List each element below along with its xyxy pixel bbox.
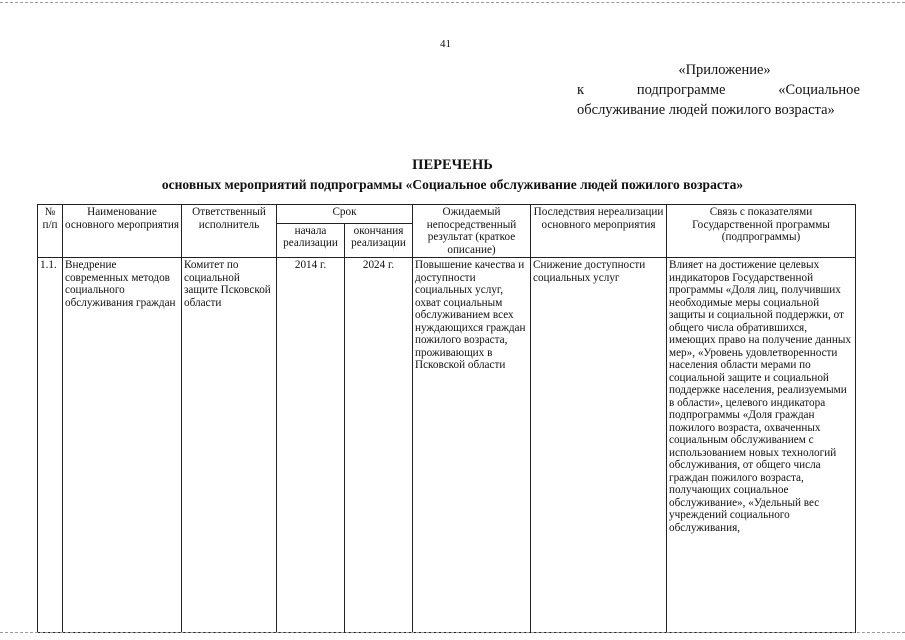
table-row [38,258,856,633]
cell-start: 2014 г. [277,258,345,633]
scan-edge-bottom [0,632,905,633]
header-consequences: Последствия нереализации основного мероприятия [531,205,667,258]
appendix-line-3: обслуживание людей пожилого возраста» [577,102,835,118]
cell-num: 1.1. [38,258,63,633]
activities-table [37,204,856,633]
appendix-word-subprogram: подпрограмме [636,82,726,98]
scan-edge-top [0,2,905,3]
document-subtitle: основных мероприятий подпрограммы «Социальное обслуживание людей пожилого возраста» [161,177,744,192]
header-result: Ожидаемый непосредственный результат (краткое описание) [413,205,531,258]
cell-consequences: Снижение доступности социальных услуг [531,258,667,633]
appendix-word-social: «Социальное [778,82,860,98]
header-start: начала реализации [277,223,345,257]
cell-result: Повышение качества и доступности социальных услуг, охват социальным обслуживанием всех нуждающихся граждан пожилого возраста, проживающих в Псковской области [413,258,531,633]
appendix-word-k: к [577,82,585,98]
appendix-note [577,60,860,120]
cell-link: Влияет на достижение целевых индикаторов Государственной программы «Доля лиц, получивших необходимые меры социальной защиты и социальной поддержки, от общего числа обратившихся, имеющих право на получение данных мер», «Уровень удовлетворенности населения области мерами по социальной защите и социальной поддержке населения, реализуемыми в области», целевого индикатора подпрограммы «Доля граждан пожилого возраста, охваченных социальным обслуживанием с использованием новых технологий обслуживания, от общего числа граждан пожилого возраста, получающих социальное обслуживание», «Удельный вес учреждений социального обслуживания, [667,258,856,633]
header-link: Связь с показателями Государственной программы (подпрограммы) [667,205,856,258]
appendix-line-2 [577,80,860,100]
header-term: Срок [277,205,413,224]
header-end: окончания реализации [345,223,413,257]
header-executor: Ответственный исполнитель [182,205,277,258]
cell-end: 2024 г. [345,258,413,633]
header-num: № п/п [38,205,63,258]
cell-executor: Комитет по социальной защите Псковской области [182,258,277,633]
appendix-line-1: «Приложение» [678,62,771,78]
header-row-1 [38,205,856,224]
document-title: ПЕРЕЧЕНЬ [412,157,493,173]
header-name: Наименование основного мероприятия [63,205,182,258]
cell-name: Внедрение современных методов социального обслуживания граждан [63,258,182,633]
page-number: 41 [440,38,451,50]
